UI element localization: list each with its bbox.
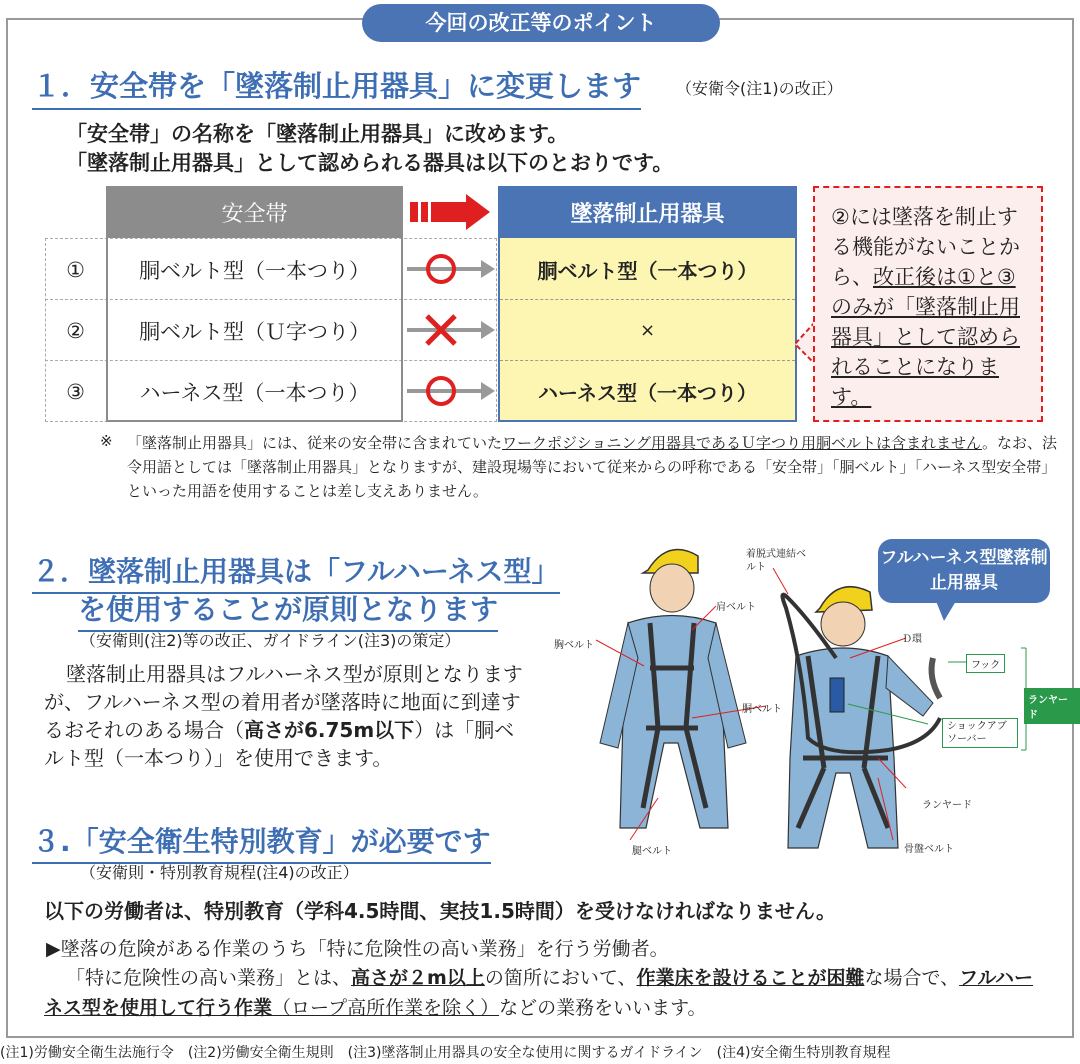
worker-front-figure — [600, 550, 746, 828]
label-waist-belt: 胴ベルト — [742, 704, 782, 715]
cross-arrow-icon — [405, 313, 497, 347]
col-header-new: 墜落制止用器具 — [498, 186, 797, 238]
col-header-old: 安全帯 — [106, 186, 403, 238]
row-new-type: × — [639, 320, 656, 341]
harness-callout-bubble: フルハーネス型墜落制止用器具 — [878, 539, 1050, 603]
page-title: 今回の改正等のポイント — [362, 4, 720, 42]
label-d-ring: Ｄ環 — [902, 634, 922, 645]
section1-note: 「墜落制止用器具」には、従来の安全帯に含まれていたワークポジショニング用器具であるＵ字つり用胴ベルトは含まれません。なお、法令用語としては「墜落制止用器具」となりますが、建設現場等において従来からの呼称である「安全帯」「胴ベルト」「ハーネス型安全帯」といった用語を使用することは差し支えありません。 — [127, 434, 1057, 500]
footnotes: (注1)労働安全衛生法施行令 (注2)労働安全衛生規則 (注3)墜落制止用器具の安全な使用に関するガイドライン (注4)安全衛生特別教育規程 — [0, 1045, 891, 1061]
section2-heading-line1: ２．墜落制止用器具は「フルハーネス型」 — [32, 550, 560, 594]
note-mark: ※ — [100, 432, 113, 450]
label-hook: フック — [966, 654, 1005, 673]
label-chest-belt: 胸ベルト — [554, 640, 594, 651]
section3-heading: ３.「安全衛生特別教育」が必要です — [32, 820, 491, 864]
circle-arrow-icon — [405, 374, 497, 408]
row-old-type: 胴ベルト型（Ｕ字つり） — [139, 319, 370, 344]
row-new-type: ハーネス型（一本つり） — [538, 381, 757, 405]
section2-subnote: （安衛則(注2)等の改正、ガイドライン(注3)の策定） — [80, 631, 461, 650]
label-lanyard: ランヤード — [922, 800, 972, 811]
circle-arrow-icon — [405, 252, 497, 286]
worker-back-figure — [782, 587, 940, 848]
section1-heading-note: （安衛令(注1)の改正） — [676, 79, 843, 98]
label-detachable-belt: 着脱式連結ベルト — [746, 549, 806, 573]
section2-heading-line2: を使用することが原則となります — [78, 588, 498, 632]
row-old-type: 胴ベルト型（一本つり） — [139, 258, 370, 283]
section3-detail: 「特に危険性の高い業務」とは、高さが２m以上の箇所において、作業床を設けることが困難な場合で、フルハーネス型を使用して行う作業（ロープ高所作業を除く）などの業務をいいます。 — [44, 967, 1034, 1019]
section3-lead: 以下の労働者は、特別教育（学科4.5時間、実技1.5時間）を受けなければなりません。 — [44, 899, 837, 923]
section2-body: 墜落制止用器具はフルハーネス型が原則となりますが、フルハーネス型の着用者が墜落時に地面に到達するおそれのある場合（高さが6.75m以下）は「胴ベルト型（一本つり）」を使用できます。 — [44, 662, 523, 770]
arrow-right-icon — [408, 192, 492, 232]
row-number: ① — [66, 257, 85, 282]
section1-line2: 「墜落制止用器具」として認められる器具は以下のとおりです。 — [66, 151, 674, 175]
row-number: ③ — [66, 379, 85, 404]
label-lanyard-box: ランヤード — [1024, 688, 1080, 724]
section1-line1: 「安全帯」の名称を「墜落制止用器具」に改めます。 — [66, 122, 569, 146]
callout-note: ②には墜落を制止する機能がないことから、改正後は①と③のみが「墜落制止用器具」として認められることになります。 — [813, 186, 1043, 422]
label-thigh-belt: 腿ベルト — [632, 846, 672, 857]
label-shock-absorber: ショックアブソーバー — [942, 718, 1018, 748]
row-number: ② — [66, 318, 85, 343]
section3-subnote: （安衛則・特別教育規程(注4)の改正） — [80, 863, 359, 882]
row-old-type: ハーネス型（一本つり） — [139, 380, 370, 405]
section3-bullet: ▶墜落の危険がある作業のうち「特に危険性の高い業務」を行う労働者。 — [46, 938, 669, 960]
bubble-tail — [934, 601, 960, 623]
label-shoulder-belt: 肩ベルト — [716, 602, 756, 613]
label-pelvis-belt: 骨盤ベルト — [904, 844, 954, 855]
section1-heading: １．安全帯を「墜落制止用器具」に変更します — [32, 64, 641, 110]
row-new-type: 胴ベルト型（一本つり） — [537, 259, 758, 283]
